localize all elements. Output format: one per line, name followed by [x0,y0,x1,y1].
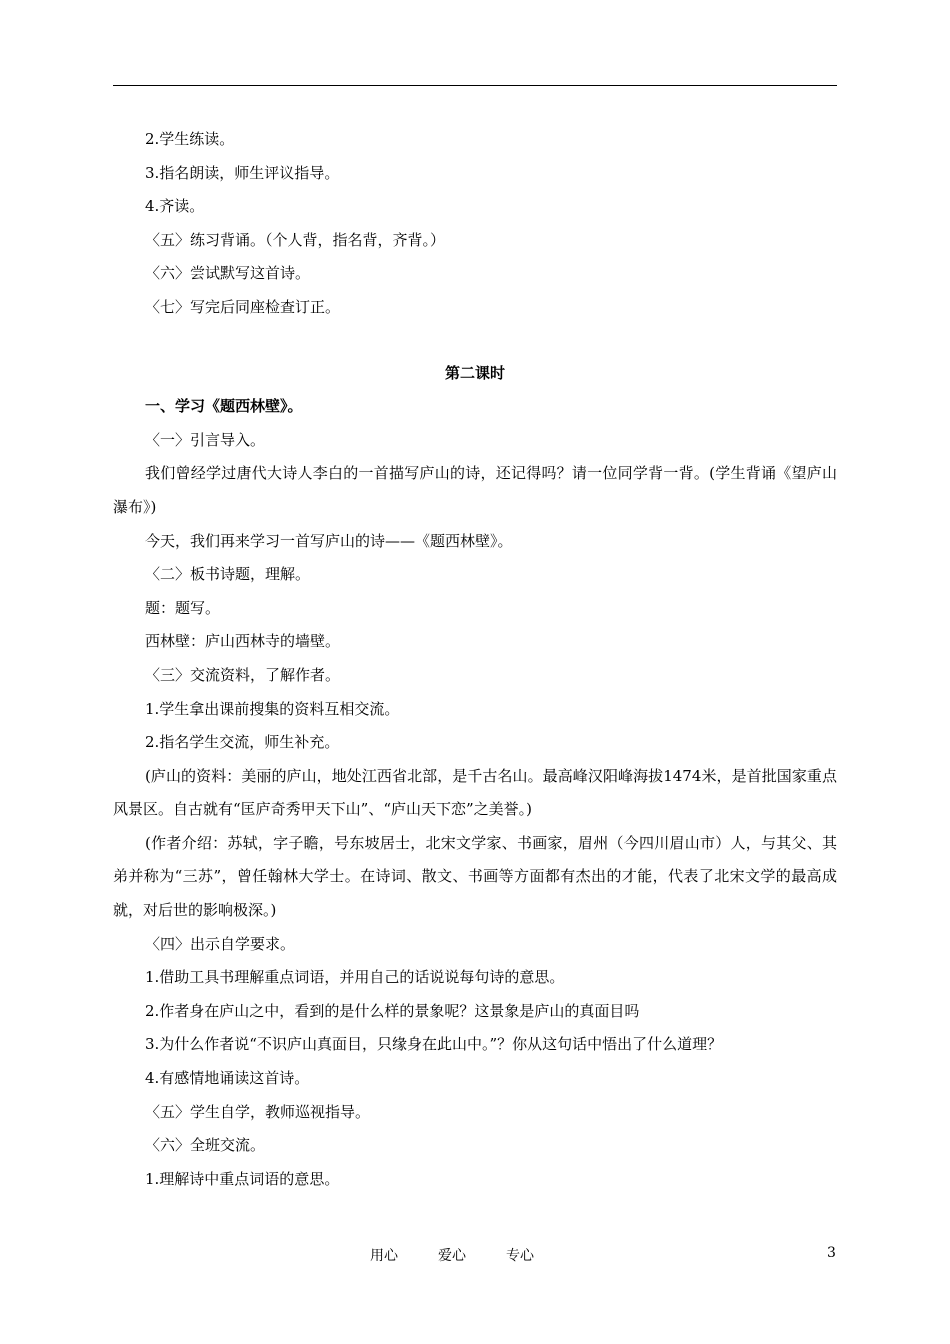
paragraph: 2.指名学生交流，师生补充。 [145,733,340,752]
paragraph: 〈六〉尝试默写这首诗。 [145,264,311,283]
paragraph: 〈五〉学生自学，教师巡视指导。 [145,1102,371,1121]
paragraph: 〈一〉引言导入。 [145,430,266,449]
paragraph: 〈二〉板书诗题，理解。 [145,565,311,584]
spacer [113,325,837,357]
page-number: 3 [827,1245,836,1261]
footer-motto [370,1245,570,1265]
header-rule [113,85,837,86]
paragraph: 题：题写。 [145,598,221,617]
footer-left-text: 用心 [370,1248,398,1264]
paragraph: 3.为什么作者说“不识庐山真面目，只缘身在此山中。”？你从这句话中悟出了什么道理？ [145,1035,723,1054]
paragraph: (庐山的资料：美丽的庐山，地处江西省北部，是千古名山。最高峰汉阳峰海拔1474米，是首批国家重点风景区。自古就有“匡庐奇秀甲天下山”、“庐山天下恋”之美誉。) [113,766,837,819]
paragraph: 〈五〉练习背诵。（个人背，指名背，齐背。） [145,230,446,249]
paragraph: 1.理解诗中重点词语的意思。 [145,1169,340,1188]
subheading: 一、学习《题西林壁》。 [145,397,303,416]
document-body [113,123,837,1196]
paragraph: 我们曾经学过唐代大诗人李白的一首描写庐山的诗，还记得吗？请一位同学背一背。(学生背诵《望庐山瀑布》) [113,464,837,516]
paragraph: 〈三〉交流资料，了解作者。 [145,665,341,684]
paragraph: 2.学生练读。 [145,130,235,148]
paragraph: 〈六〉全班交流。 [145,1136,266,1155]
paragraph: 〈七〉写完后同座检查订正。 [145,297,341,316]
section-title: 第二课时 [444,363,505,382]
paragraph: 〈四〉出示自学要求。 [145,934,296,953]
footer-middle-text: 爱心 [438,1248,466,1264]
paragraph: 1.借助工具书理解重点词语，并用自己的话说说每句诗的意思。 [145,968,565,987]
paragraph: 西林壁：庐山西林寺的墙壁。 [145,632,341,651]
paragraph: 4.有感情地诵读这首诗。 [145,1069,310,1088]
paragraph: 4.齐读。 [145,197,205,216]
paragraph: 今天，我们再来学习一首写庐山的诗——《题西林壁》。 [145,531,513,550]
paragraph: 1.学生拿出课前搜集的资料互相交流。 [145,699,400,718]
footer-right-text: 专心 [506,1248,534,1264]
paragraph: (作者介绍：苏轼，字子瞻，号东坡居士，北宋文学家、书画家，眉州（今四川眉山市）人，与其父、其弟并称为“三苏”，曾任翰林大学士。在诗词、散文、书画等方面都有杰出的才能，代表了北宋文学的最高成就，对后世的影响极深。) [113,833,837,920]
paragraph: 3.指名朗读，师生评议指导。 [145,163,340,182]
paragraph: 2.作者身在庐山之中，看到的是什么样的景象呢？这景象是庐山的真面目吗 [145,1001,640,1020]
